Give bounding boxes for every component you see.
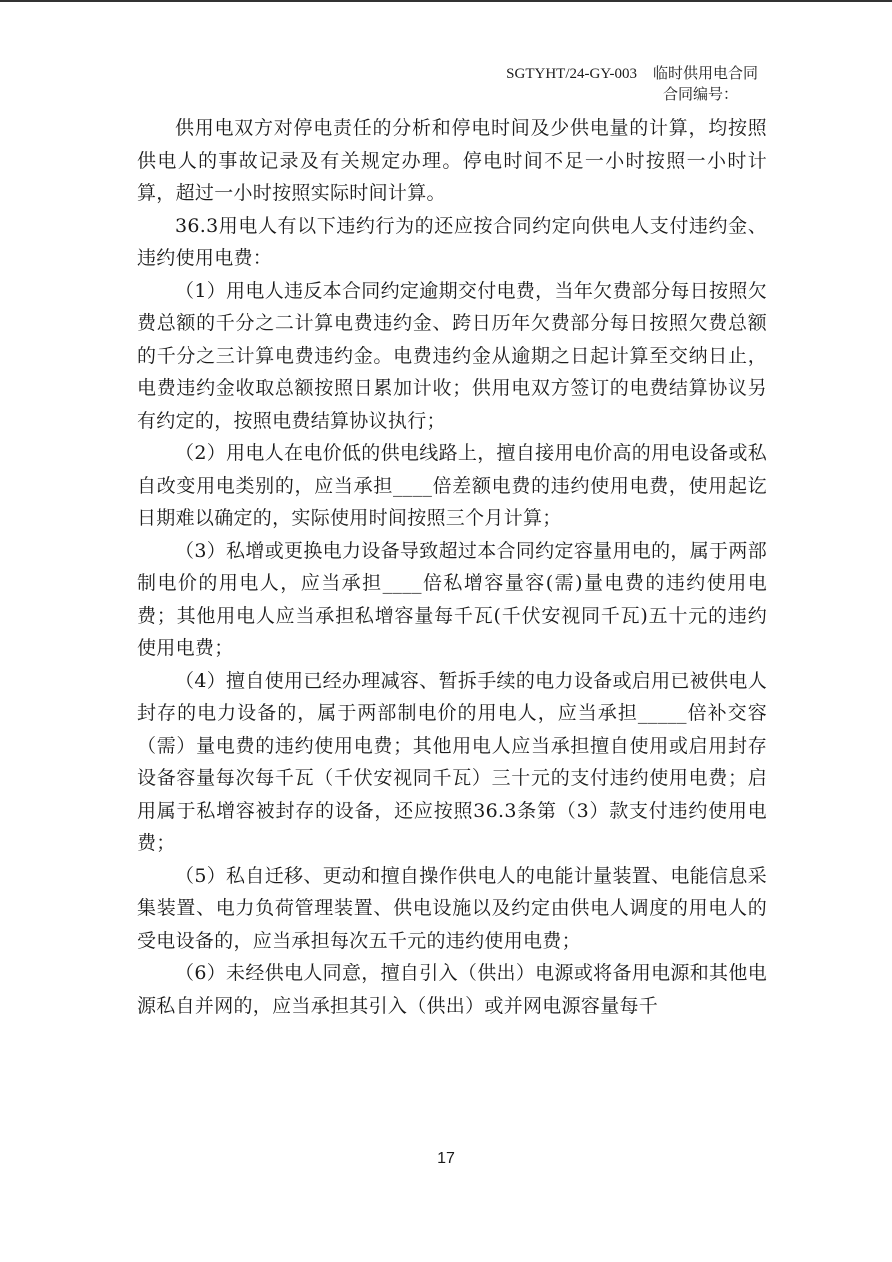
header-line-1 [506, 64, 758, 85]
contract-number-label: 合同编号： [662, 87, 738, 103]
document-body [137, 112, 767, 1022]
top-border-line [0, 0, 892, 2]
paragraph-item-1: （1）用电人违反本合同约定逾期交付电费，当年欠费部分每日按照欠费总额的千分之二计算电费违约金、跨日历年欠费部分每日按照欠费总额的千分之三计算电费违约金。电费违约金从逾期之日起计算至交纳日止，电费违约金收取总额按照日累加计收；供用电双方签订的电费结算协议另有约定的，按照电费结算协议执行； [137, 279, 767, 432]
paragraph-item-6: （6）未经供电人同意，擅自引入（供出）电源或将备用电源和其他电源私自并网的，应当承担其引入（供出）或并网电源容量每千 [137, 962, 767, 1017]
paragraph-item-2: （2）用电人在电价低的供电线路上，擅自接用电价高的用电设备或私自改变用电类别的，应当承担____倍差额电费的违约使用电费，使用起讫日期难以确定的，实际使用时间按照三个月计算； [137, 442, 767, 529]
contract-title: 临时供用电合同 [652, 66, 758, 82]
paragraph-clause-36-3: 36.3用电人有以下违约行为的还应按合同约定向供电人支付违约金、违约使用电费： [137, 214, 767, 269]
paragraph-item-5: （5）私自迁移、更动和擅自操作供电人的电能计量装置、电能信息采集装置、电力负荷管理装置、供电设施以及约定由供电人调度的用电人的受电设备的，应当承担每次五千元的违约使用电费； [137, 864, 767, 952]
paragraph-item-3: （3）私增或更换电力设备导致超过本合同约定容量用电的，属于两部制电价的用电人，应当承担____倍私增容量容(需)量电费的违约使用电费；其他用电人应当承担私增容量每千瓦(千伏安视同千瓦)五十元的违约使用电费； [137, 539, 767, 659]
page-number: 17 [437, 1150, 455, 1167]
page-header [506, 64, 758, 106]
contract-code: SGTYHT/24-GY-003 [506, 66, 637, 82]
paragraph-item-4: （4）擅自使用已经办理减容、暂拆手续的电力设备或启用已被供电人封存的电力设备的，属于两部制电价的用电人，应当承担_____倍补交容（需）量电费的违约使用电费；其他用电人应当承担擅自使用或启用封存设备容量每次每千瓦（千伏安视同千瓦）三十元的支付违约使用电费；启用属于私增容被封存的设备，还应按照36.3条第（3）款支付违约使用电费； [137, 669, 767, 854]
paragraph-outage-calculation: 供用电双方对停电责任的分析和停电时间及少供电量的计算，均按照供电人的事故记录及有关规定办理。停电时间不足一小时按照一小时计算，超过一小时按照实际时间计算。 [137, 117, 767, 204]
